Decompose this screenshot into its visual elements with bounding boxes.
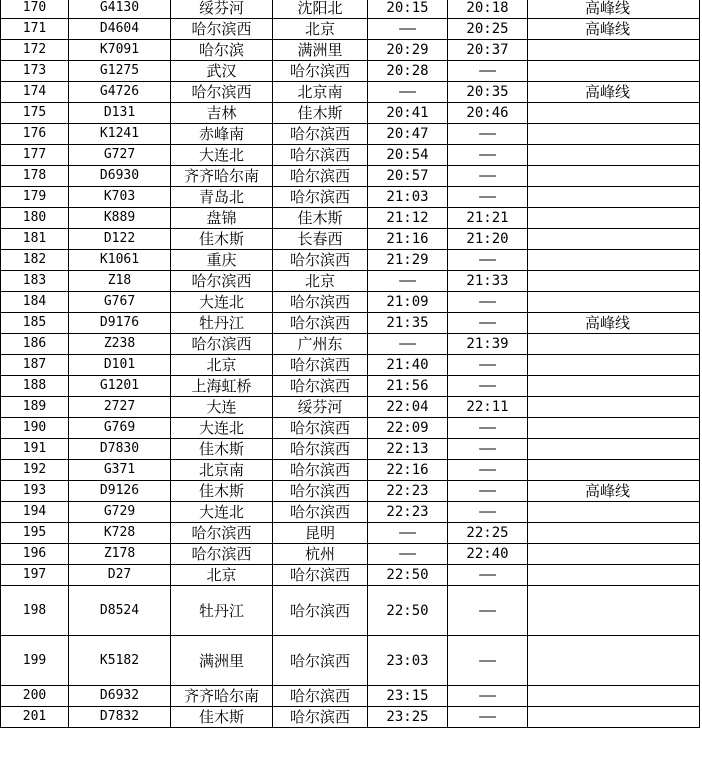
origin-station-cell: 哈尔滨 <box>171 40 273 61</box>
table-row <box>1 418 700 439</box>
destination-station-cell: 佳木斯 <box>273 103 368 124</box>
row-number-cell: 191 <box>1 439 69 460</box>
departure-time-cell: —— <box>448 565 528 586</box>
note-cell <box>528 502 700 523</box>
origin-station-cell: 大连北 <box>171 145 273 166</box>
departure-time-cell: —— <box>448 460 528 481</box>
table-row <box>1 103 700 124</box>
destination-station-cell: 昆明 <box>273 523 368 544</box>
arrival-time-cell: 22:50 <box>368 586 448 636</box>
train-number-cell: Z178 <box>69 544 171 565</box>
arrival-time-cell: 21:35 <box>368 313 448 334</box>
note-cell: 高峰线 <box>528 19 700 40</box>
arrival-time-cell: 20:41 <box>368 103 448 124</box>
arrival-time-cell: 20:47 <box>368 124 448 145</box>
row-number-cell: 195 <box>1 523 69 544</box>
train-number-cell: G767 <box>69 292 171 313</box>
table-row <box>1 334 700 355</box>
origin-station-cell: 北京南 <box>171 460 273 481</box>
row-number-cell: 197 <box>1 565 69 586</box>
note-cell <box>528 103 700 124</box>
destination-station-cell: 北京 <box>273 19 368 40</box>
destination-station-cell: 长春西 <box>273 229 368 250</box>
origin-station-cell: 北京 <box>171 565 273 586</box>
departure-time-cell: —— <box>448 481 528 502</box>
destination-station-cell: 广州东 <box>273 334 368 355</box>
arrival-time-cell: 21:16 <box>368 229 448 250</box>
note-cell <box>528 250 700 271</box>
train-number-cell: G4726 <box>69 82 171 103</box>
origin-station-cell: 佳木斯 <box>171 229 273 250</box>
destination-station-cell: 哈尔滨西 <box>273 565 368 586</box>
train-number-cell: D7832 <box>69 707 171 728</box>
origin-station-cell: 佳木斯 <box>171 481 273 502</box>
arrival-time-cell: 23:15 <box>368 686 448 707</box>
arrival-time-cell: —— <box>368 523 448 544</box>
train-number-cell: Z238 <box>69 334 171 355</box>
table-row <box>1 502 700 523</box>
train-number-cell: D8524 <box>69 586 171 636</box>
row-number-cell: 189 <box>1 397 69 418</box>
destination-station-cell: 哈尔滨西 <box>273 355 368 376</box>
table-row <box>1 565 700 586</box>
train-number-cell: 2727 <box>69 397 171 418</box>
origin-station-cell: 哈尔滨西 <box>171 334 273 355</box>
row-number-cell: 186 <box>1 334 69 355</box>
departure-time-cell: —— <box>448 61 528 82</box>
row-number-cell: 180 <box>1 208 69 229</box>
row-number-cell: 172 <box>1 40 69 61</box>
train-number-cell: D9176 <box>69 313 171 334</box>
destination-station-cell: 北京 <box>273 271 368 292</box>
note-cell <box>528 418 700 439</box>
train-number-cell: G729 <box>69 502 171 523</box>
destination-station-cell: 哈尔滨西 <box>273 166 368 187</box>
train-number-cell: D27 <box>69 565 171 586</box>
row-number-cell: 170 <box>1 0 69 19</box>
schedule-rows <box>1 0 700 728</box>
row-number-cell: 184 <box>1 292 69 313</box>
train-number-cell: D122 <box>69 229 171 250</box>
train-number-cell: G727 <box>69 145 171 166</box>
arrival-time-cell: 21:09 <box>368 292 448 313</box>
departure-time-cell: —— <box>448 187 528 208</box>
row-number-cell: 185 <box>1 313 69 334</box>
row-number-cell: 183 <box>1 271 69 292</box>
destination-station-cell: 哈尔滨西 <box>273 460 368 481</box>
destination-station-cell: 哈尔滨西 <box>273 418 368 439</box>
train-number-cell: D101 <box>69 355 171 376</box>
origin-station-cell: 大连北 <box>171 292 273 313</box>
origin-station-cell: 佳木斯 <box>171 439 273 460</box>
departure-time-cell: 22:25 <box>448 523 528 544</box>
table-row <box>1 250 700 271</box>
train-number-cell: K889 <box>69 208 171 229</box>
table-row <box>1 187 700 208</box>
destination-station-cell: 沈阳北 <box>273 0 368 19</box>
departure-time-cell: 20:18 <box>448 0 528 19</box>
departure-time-cell: —— <box>448 145 528 166</box>
train-number-cell: G769 <box>69 418 171 439</box>
row-number-cell: 190 <box>1 418 69 439</box>
table-row <box>1 397 700 418</box>
destination-station-cell: 哈尔滨西 <box>273 313 368 334</box>
arrival-time-cell: 20:29 <box>368 40 448 61</box>
departure-time-cell: 22:40 <box>448 544 528 565</box>
destination-station-cell: 哈尔滨西 <box>273 502 368 523</box>
note-cell <box>528 397 700 418</box>
note-cell <box>528 40 700 61</box>
row-number-cell: 200 <box>1 686 69 707</box>
arrival-time-cell: 22:16 <box>368 460 448 481</box>
train-number-cell: K703 <box>69 187 171 208</box>
departure-time-cell: —— <box>448 439 528 460</box>
origin-station-cell: 齐齐哈尔南 <box>171 686 273 707</box>
row-number-cell: 188 <box>1 376 69 397</box>
table-row <box>1 82 700 103</box>
destination-station-cell: 佳木斯 <box>273 208 368 229</box>
departure-time-cell: 20:46 <box>448 103 528 124</box>
row-number-cell: 194 <box>1 502 69 523</box>
departure-time-cell: —— <box>448 418 528 439</box>
origin-station-cell: 哈尔滨西 <box>171 544 273 565</box>
origin-station-cell: 大连北 <box>171 418 273 439</box>
note-cell <box>528 271 700 292</box>
note-cell: 高峰线 <box>528 0 700 19</box>
note-cell <box>528 229 700 250</box>
arrival-time-cell: 21:12 <box>368 208 448 229</box>
origin-station-cell: 哈尔滨西 <box>171 82 273 103</box>
arrival-time-cell: 21:40 <box>368 355 448 376</box>
table-row <box>1 124 700 145</box>
table-row <box>1 636 700 686</box>
table-row <box>1 0 700 19</box>
row-number-cell: 192 <box>1 460 69 481</box>
origin-station-cell: 北京 <box>171 355 273 376</box>
origin-station-cell: 佳木斯 <box>171 707 273 728</box>
departure-time-cell: —— <box>448 376 528 397</box>
train-number-cell: G1201 <box>69 376 171 397</box>
row-number-cell: 175 <box>1 103 69 124</box>
arrival-time-cell: —— <box>368 82 448 103</box>
train-number-cell: D9126 <box>69 481 171 502</box>
arrival-time-cell: —— <box>368 544 448 565</box>
destination-station-cell: 满洲里 <box>273 40 368 61</box>
table-row <box>1 686 700 707</box>
train-number-cell: Z18 <box>69 271 171 292</box>
destination-station-cell: 哈尔滨西 <box>273 439 368 460</box>
note-cell <box>528 586 700 636</box>
note-cell <box>528 292 700 313</box>
arrival-time-cell: 20:28 <box>368 61 448 82</box>
destination-station-cell: 哈尔滨西 <box>273 124 368 145</box>
departure-time-cell: 20:25 <box>448 19 528 40</box>
train-number-cell: D4604 <box>69 19 171 40</box>
note-cell: 高峰线 <box>528 82 700 103</box>
row-number-cell: 199 <box>1 636 69 686</box>
row-number-cell: 198 <box>1 586 69 636</box>
destination-station-cell: 绥芬河 <box>273 397 368 418</box>
table-row <box>1 40 700 61</box>
destination-station-cell: 北京南 <box>273 82 368 103</box>
note-cell <box>528 686 700 707</box>
departure-time-cell: 21:20 <box>448 229 528 250</box>
table-row <box>1 460 700 481</box>
arrival-time-cell: 21:56 <box>368 376 448 397</box>
train-number-cell: K5182 <box>69 636 171 686</box>
train-number-cell: D7830 <box>69 439 171 460</box>
arrival-time-cell: 23:25 <box>368 707 448 728</box>
note-cell <box>528 636 700 686</box>
destination-station-cell: 杭州 <box>273 544 368 565</box>
note-cell <box>528 565 700 586</box>
departure-time-cell: —— <box>448 636 528 686</box>
row-number-cell: 193 <box>1 481 69 502</box>
table-row <box>1 376 700 397</box>
table-row <box>1 145 700 166</box>
origin-station-cell: 大连 <box>171 397 273 418</box>
train-number-cell: K1241 <box>69 124 171 145</box>
origin-station-cell: 大连北 <box>171 502 273 523</box>
row-number-cell: 178 <box>1 166 69 187</box>
note-cell <box>528 523 700 544</box>
note-cell <box>528 707 700 728</box>
departure-time-cell: 21:33 <box>448 271 528 292</box>
arrival-time-cell: 22:09 <box>368 418 448 439</box>
note-cell: 高峰线 <box>528 481 700 502</box>
table-row <box>1 19 700 40</box>
row-number-cell: 173 <box>1 61 69 82</box>
row-number-cell: 196 <box>1 544 69 565</box>
row-number-cell: 187 <box>1 355 69 376</box>
departure-time-cell: —— <box>448 707 528 728</box>
departure-time-cell: 22:11 <box>448 397 528 418</box>
destination-station-cell: 哈尔滨西 <box>273 145 368 166</box>
table-row <box>1 544 700 565</box>
departure-time-cell: —— <box>448 686 528 707</box>
note-cell <box>528 376 700 397</box>
train-number-cell: G4130 <box>69 0 171 19</box>
arrival-time-cell: —— <box>368 271 448 292</box>
train-number-cell: G1275 <box>69 61 171 82</box>
departure-time-cell: 20:37 <box>448 40 528 61</box>
note-cell <box>528 166 700 187</box>
row-number-cell: 171 <box>1 19 69 40</box>
row-number-cell: 181 <box>1 229 69 250</box>
destination-station-cell: 哈尔滨西 <box>273 586 368 636</box>
note-cell <box>528 439 700 460</box>
train-number-cell: D6932 <box>69 686 171 707</box>
destination-station-cell: 哈尔滨西 <box>273 250 368 271</box>
table-row <box>1 166 700 187</box>
arrival-time-cell: 22:50 <box>368 565 448 586</box>
table-row <box>1 439 700 460</box>
row-number-cell: 177 <box>1 145 69 166</box>
departure-time-cell: 21:21 <box>448 208 528 229</box>
table-row <box>1 271 700 292</box>
arrival-time-cell: —— <box>368 334 448 355</box>
destination-station-cell: 哈尔滨西 <box>273 686 368 707</box>
departure-time-cell: —— <box>448 166 528 187</box>
table-row <box>1 523 700 544</box>
departure-time-cell: 20:35 <box>448 82 528 103</box>
destination-station-cell: 哈尔滨西 <box>273 61 368 82</box>
destination-station-cell: 哈尔滨西 <box>273 292 368 313</box>
note-cell <box>528 460 700 481</box>
arrival-time-cell: 22:13 <box>368 439 448 460</box>
origin-station-cell: 哈尔滨西 <box>171 271 273 292</box>
train-number-cell: K1061 <box>69 250 171 271</box>
table-row <box>1 61 700 82</box>
origin-station-cell: 哈尔滨西 <box>171 19 273 40</box>
table-row <box>1 586 700 636</box>
origin-station-cell: 满洲里 <box>171 636 273 686</box>
origin-station-cell: 吉林 <box>171 103 273 124</box>
origin-station-cell: 青岛北 <box>171 187 273 208</box>
origin-station-cell: 赤峰南 <box>171 124 273 145</box>
note-cell <box>528 544 700 565</box>
origin-station-cell: 绥芬河 <box>171 0 273 19</box>
departure-time-cell: —— <box>448 124 528 145</box>
arrival-time-cell: 21:03 <box>368 187 448 208</box>
departure-time-cell: —— <box>448 355 528 376</box>
arrival-time-cell: —— <box>368 19 448 40</box>
departure-time-cell: 21:39 <box>448 334 528 355</box>
destination-station-cell: 哈尔滨西 <box>273 636 368 686</box>
train-number-cell: D131 <box>69 103 171 124</box>
destination-station-cell: 哈尔滨西 <box>273 481 368 502</box>
arrival-time-cell: 20:15 <box>368 0 448 19</box>
origin-station-cell: 齐齐哈尔南 <box>171 166 273 187</box>
row-number-cell: 182 <box>1 250 69 271</box>
arrival-time-cell: 20:54 <box>368 145 448 166</box>
origin-station-cell: 牡丹江 <box>171 586 273 636</box>
departure-time-cell: —— <box>448 586 528 636</box>
origin-station-cell: 重庆 <box>171 250 273 271</box>
train-number-cell: K7091 <box>69 40 171 61</box>
note-cell <box>528 208 700 229</box>
train-number-cell: K728 <box>69 523 171 544</box>
destination-station-cell: 哈尔滨西 <box>273 187 368 208</box>
note-cell <box>528 334 700 355</box>
departure-time-cell: —— <box>448 313 528 334</box>
note-cell <box>528 187 700 208</box>
arrival-time-cell: 21:29 <box>368 250 448 271</box>
row-number-cell: 174 <box>1 82 69 103</box>
origin-station-cell: 哈尔滨西 <box>171 523 273 544</box>
row-number-cell: 176 <box>1 124 69 145</box>
origin-station-cell: 牡丹江 <box>171 313 273 334</box>
note-cell <box>528 145 700 166</box>
arrival-time-cell: 22:23 <box>368 481 448 502</box>
note-cell <box>528 124 700 145</box>
table-row <box>1 229 700 250</box>
departure-time-cell: —— <box>448 292 528 313</box>
destination-station-cell: 哈尔滨西 <box>273 376 368 397</box>
arrival-time-cell: 22:04 <box>368 397 448 418</box>
note-cell <box>528 355 700 376</box>
origin-station-cell: 上海虹桥 <box>171 376 273 397</box>
row-number-cell: 179 <box>1 187 69 208</box>
train-number-cell: G371 <box>69 460 171 481</box>
arrival-time-cell: 23:03 <box>368 636 448 686</box>
table-row <box>1 707 700 728</box>
table-row <box>1 292 700 313</box>
table-row <box>1 355 700 376</box>
destination-station-cell: 哈尔滨西 <box>273 707 368 728</box>
row-number-cell: 201 <box>1 707 69 728</box>
departure-time-cell: —— <box>448 250 528 271</box>
departure-time-cell: —— <box>448 502 528 523</box>
arrival-time-cell: 22:23 <box>368 502 448 523</box>
table-row <box>1 481 700 502</box>
arrival-time-cell: 20:57 <box>368 166 448 187</box>
train-number-cell: D6930 <box>69 166 171 187</box>
note-cell <box>528 61 700 82</box>
note-cell: 高峰线 <box>528 313 700 334</box>
table-row <box>1 313 700 334</box>
origin-station-cell: 武汉 <box>171 61 273 82</box>
origin-station-cell: 盘锦 <box>171 208 273 229</box>
table-row <box>1 208 700 229</box>
